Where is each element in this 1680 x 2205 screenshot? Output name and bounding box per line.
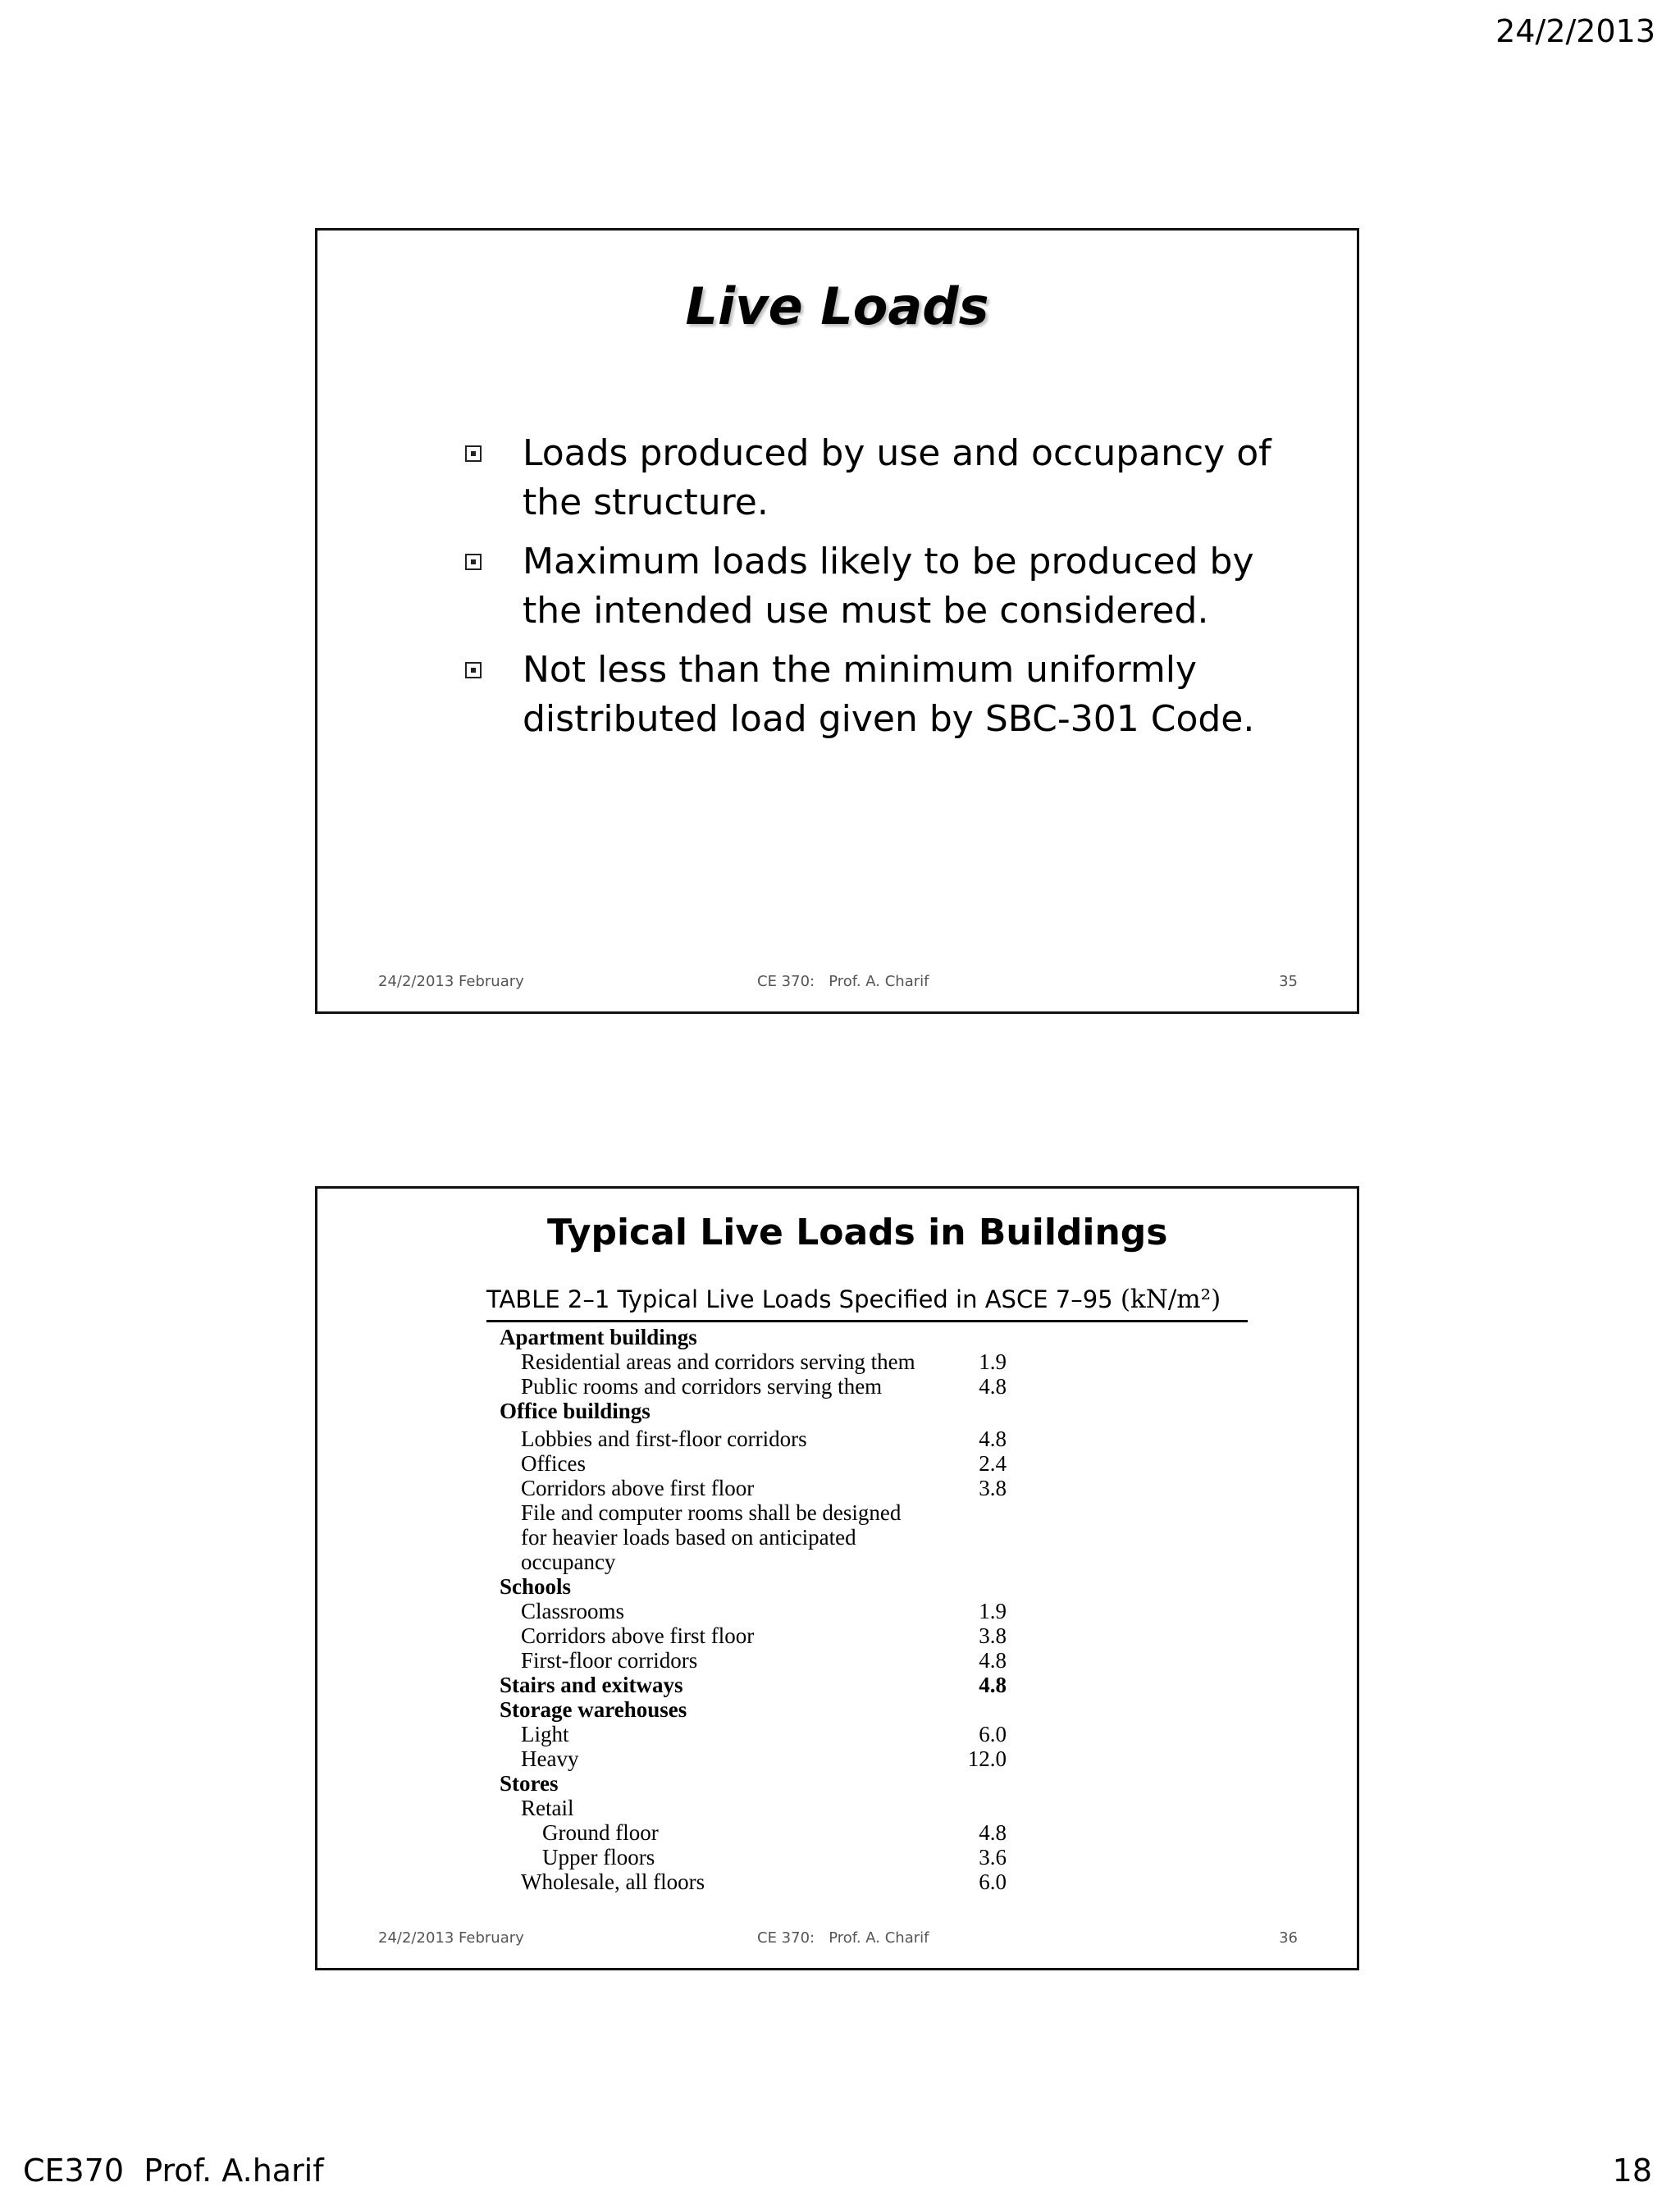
square-bullet-icon xyxy=(465,445,482,462)
row-label: Schools xyxy=(500,1574,572,1599)
table-row xyxy=(500,1374,1156,1399)
row-label: Wholesale, all floors xyxy=(521,1869,705,1894)
table-row xyxy=(500,1325,1156,1349)
table-caption xyxy=(486,1285,1361,1314)
row-value: 2.4 xyxy=(979,1451,1007,1476)
table-row xyxy=(500,1574,1156,1599)
slide-title: Live Loads xyxy=(685,276,989,336)
row-label: First-floor corridors xyxy=(521,1648,698,1673)
table-row xyxy=(500,1623,1156,1648)
row-label: Stores xyxy=(500,1771,559,1796)
slide-number: 35 xyxy=(1279,973,1298,990)
row-label: Retail xyxy=(521,1796,574,1820)
row-value: 4.8 xyxy=(979,1648,1007,1673)
row-value: 3.8 xyxy=(979,1476,1007,1500)
bullet-item xyxy=(465,429,1285,527)
slide-number: 36 xyxy=(1279,1929,1298,1947)
slide-title: Typical Live Loads in Buildings xyxy=(547,1212,1168,1253)
row-label: occupancy xyxy=(521,1550,616,1574)
table-row xyxy=(500,1550,1156,1574)
table-row xyxy=(500,1648,1156,1673)
table-row xyxy=(500,1349,1156,1374)
row-value: 4.8 xyxy=(979,1673,1007,1697)
row-label: Corridors above first floor xyxy=(521,1623,755,1648)
row-value: 6.0 xyxy=(979,1869,1007,1894)
bullet-item xyxy=(465,537,1285,636)
row-label: File and computer rooms shall be designed xyxy=(521,1500,902,1525)
row-label: Classrooms xyxy=(521,1599,625,1623)
row-value: 6.0 xyxy=(979,1722,1007,1746)
table-row xyxy=(500,1796,1156,1820)
caption-rule xyxy=(486,1320,1248,1322)
row-value: 12.0 xyxy=(967,1746,1007,1771)
table-row xyxy=(500,1476,1156,1500)
page-footer-course: CE370 Prof. A.harif xyxy=(23,2152,324,2189)
slide-typical-live-loads xyxy=(315,1186,1359,1970)
slide-live-loads xyxy=(315,228,1359,1014)
row-label: Upper floors xyxy=(542,1845,655,1869)
table-row xyxy=(500,1697,1156,1722)
square-bullet-icon xyxy=(465,662,482,678)
bullet-text: Maximum loads likely to be produced by the intended use must be considered. xyxy=(523,541,1254,632)
table-row xyxy=(500,1869,1156,1894)
table-row xyxy=(500,1451,1156,1476)
square-bullet-icon xyxy=(465,554,482,570)
row-label: for heavier loads based on anticipated xyxy=(521,1525,856,1550)
table-row xyxy=(500,1845,1156,1869)
bullet-text: Loads produced by use and occupancy of the structure. xyxy=(523,432,1271,523)
table-row xyxy=(500,1820,1156,1845)
table-row xyxy=(500,1673,1156,1697)
row-label: Heavy xyxy=(521,1746,579,1771)
page-date: 24/2/2013 xyxy=(1495,13,1655,49)
row-label: Offices xyxy=(521,1451,586,1476)
row-label: Lobbies and first-floor corridors xyxy=(521,1427,807,1451)
table-caption-text: TABLE 2–1 Typical Live Loads Specified in ASCE 7–95 xyxy=(486,1285,1113,1313)
slide-footer-date: 24/2/2013 February xyxy=(378,973,524,990)
row-label: Light xyxy=(521,1722,569,1746)
row-value: 3.8 xyxy=(979,1623,1007,1648)
row-value: 4.8 xyxy=(979,1427,1007,1451)
page-number: 18 xyxy=(1612,2152,1652,2189)
row-value: 4.8 xyxy=(979,1374,1007,1399)
row-value: 3.6 xyxy=(979,1845,1007,1869)
row-value: 1.9 xyxy=(979,1349,1007,1374)
table-row xyxy=(500,1525,1156,1550)
slide-footer-course: CE 370: Prof. A. Charif xyxy=(757,973,929,990)
table-unit: (kN/m²) xyxy=(1120,1285,1221,1314)
slide-footer-date: 24/2/2013 February xyxy=(378,1929,524,1947)
row-label: Apartment buildings xyxy=(500,1325,697,1349)
row-label: Ground floor xyxy=(542,1820,659,1845)
live-load-table xyxy=(500,1325,1156,1894)
row-label: Storage warehouses xyxy=(500,1697,687,1722)
row-label: Stairs and exitways xyxy=(500,1673,683,1697)
row-value: 4.8 xyxy=(979,1820,1007,1845)
table-row xyxy=(500,1427,1156,1451)
row-value: 1.9 xyxy=(979,1599,1007,1623)
row-label: Public rooms and corridors serving them xyxy=(521,1374,883,1399)
table-row xyxy=(500,1722,1156,1746)
table-row xyxy=(500,1599,1156,1623)
table-row xyxy=(500,1399,1156,1423)
table-row xyxy=(500,1771,1156,1796)
table-row xyxy=(500,1500,1156,1525)
bullet-list xyxy=(465,429,1285,754)
slide-footer-course: CE 370: Prof. A. Charif xyxy=(757,1929,929,1947)
bullet-text: Not less than the minimum uniformly distributed load given by SBC-301 Code. xyxy=(523,649,1255,740)
bullet-item xyxy=(465,646,1285,744)
row-label: Corridors above first floor xyxy=(521,1476,755,1500)
row-label: Office buildings xyxy=(500,1399,651,1423)
row-label: Residential areas and corridors serving them xyxy=(521,1349,915,1374)
table-row xyxy=(500,1746,1156,1771)
